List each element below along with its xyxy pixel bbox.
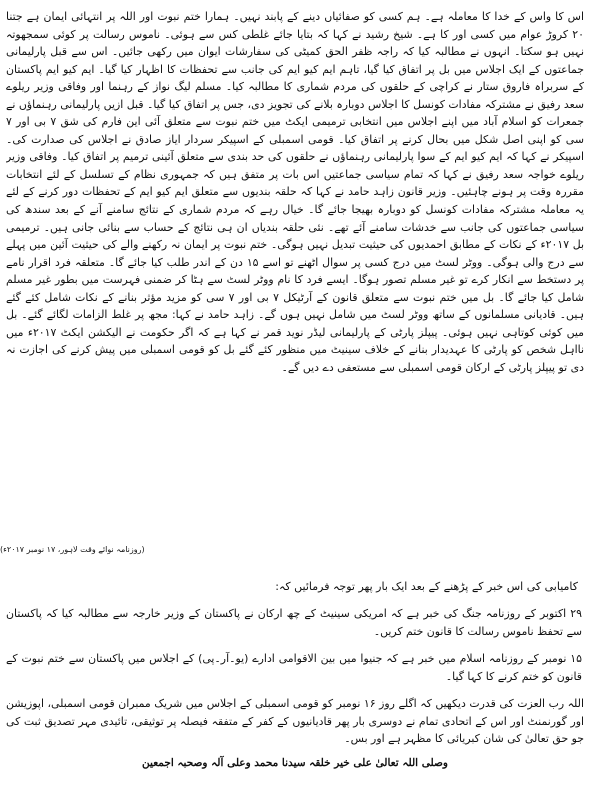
source-citation: (روزنامہ نوائے وقت لاہور، ۱۷ نومبر ۲۰۱۷ء) bbox=[0, 545, 145, 554]
closing-salutation: وصلی اللہ تعالیٰ علی خیر خلقہ سیدنا محمد وعلی آلہ وصحبہ اجمعین bbox=[142, 756, 448, 769]
section-gap bbox=[6, 556, 584, 578]
article-body: اس کا واس کے خدا کا معاملہ ہے۔ ہم کسی کو صفائیاں دینے کے پابند نہیں۔ ہمارا ختم نبوت اور اللہ پر انتہائی ایمان ہے جتنا ۲۰ کروڑ عوام میں کسی اور کا ہے۔ شیخ رشید نے کہا کہ بتایا جائے غلطی کس سے ہوئی۔ ناموس رسالت پر کوئی سمجھوتہ نہیں ہو سکتا۔ انہوں نے مطالبہ کیا کہ راجہ ظفر الحق کمیٹی کی سفارشات ایوان میں رکھی جائیں۔ اس سے قبل پارلیمانی جماعتوں کے ایک اجلاس میں بل پر اتفاق کیا گیا، تاہم ایم کیو ایم کی جانب سے تحفظات کا اظہار کیا گیا۔ ایم کیو ایم پاکستان کے سربراہ فاروق ستار نے کراچی کے حلقوں کی مردم شماری کا مطالبہ کیا۔ مسلم لیگ نواز کے رہنما اور وفاقی وزیر ریلوے سعد رفیق نے مشترکہ مفادات کونسل کا اجلاس دوبارہ بلانے کی تجویز دی، جس پر اتفاق کیا گیا۔ قبل ازیں پارلیمانی رہنماؤں نے جمعرات کو اسلام آباد میں اپنے اجلاس میں انتخابی ترمیمی ایکٹ میں ختم نبوت سے متعلق آئی این فارم کی شق ۷ بی اور ۷ سی کو اپنی اصل شکل میں بحال کرنے پر اتفاق کیا۔ قومی اسمبلی کے اسپیکر سردار ایاز صادق نے اجلاس کی صدارت کی۔ اسپیکر نے کہا کہ ایم کیو ایم کے سوا پارلیمانی رہنماؤں نے حلقوں کی حد بندی سے متعلق آئینی ترمیم پر اتفاق کیا۔ وفاقی وزیر ریلوے خواجہ سعد رفیق نے کہا کہ تمام سیاسی جماعتیں اس بات پر متفق ہیں کہ جمہوری نظام کے تسلسل کے لئے انتخابات مقررہ وقت پر ہونے چاہئیں۔ وزیر قانون زاہد حامد نے کہا کہ حلقہ بندیوں سے متعلق ایم کیو ایم کے تحفظات دور کرنے کے لئے یہ معاملہ مشترکہ مفادات کونسل کو دوبارہ بھیجا جائے گا۔ خیال رہے کہ مردم شماری کے نتائج سامنے آنے کے بعد سندھ کی سیاسی جماعتوں کی جانب سے خدشات سامنے آئے تھے۔ نئی حلقہ بندیاں ان ہی نتائج کے حساب سے بنائی جانی ہیں۔ ترمیمی بل ۲۰۱۷ء کے نکات کے مطابق احمدیوں کی حیثیت تبدیل نہیں ہوگی۔ ختم نبوت پر ایمان نہ رکھنے والے کی حیثیت آئین میں پہلے سے درج والی ہوگی۔ ووٹر لسٹ میں درج کسی پر سوال اٹھنے تو اسے ۱۵ دن کے اندر طلب کیا جائے گا۔ متعلقہ فرد اقرار نامے پر دستخط سے انکار کرے تو غیر مسلم تصور ہوگا۔ ایسے فرد کا نام ووٹر لسٹ سے ہٹا کر ضمنی فہرست میں بطور غیر مسلم شامل کیا جائے گا۔ بل میں ختم نبوت سے متعلق قانون کے آرٹیکل ۷ بی اور ۷ سی کو مزید مؤثر بنانے کے نکات شامل کئے گئے ہیں۔ قادیانی مسلمانوں کے ساتھ ووٹر لسٹ میں شامل نہیں ہوں گے۔ زاہد حامد نے کہا: مجھ پر غلط الزامات لگائے گئے۔ بل میں کوئی کوتاہی نہیں ہوئی۔ پیپلز پارٹی کے پارلیمانی لیڈر نوید قمر نے کہا ہے کہ اگر حکومت نے الیکشن ایکٹ ۲۰۱۷ء میں نااہل شخص کو پارٹی کا عہدیدار بنانے کے خلاف سینیٹ میں منظور کئے گئے بل کو قومی اسمبلی میں پیش کرنے کی اجازت نہ دی تو پیپلز پارٹی کے ارکان قومی اسمبلی سے مستعفی دے دیں گے۔ bbox=[6, 10, 584, 374]
news-item-2: ۱۵ نومبر کے روزنامہ اسلام میں خبر ہے کہ جنیوا میں بین الاقوامی ادارے (یو۔آر۔پی) کے اجلاس میں پاکستان سے ختم نبوت کے قانون کو ختم کرنے کا کہا گیا۔ bbox=[6, 652, 582, 683]
closing-paragraph: اللہ رب العزت کی قدرت دیکھیں کہ اگلے روز ۱۶ نومبر کو قومی اسمبلی کے اجلاس میں شریک ممبران قومی اسمبلی، اپوزیشن اور گورنمنٹ اور اس کے اتحادی تمام نے دوسری بار پھر قادیانیوں کے کفر کے متفقہ فیصلہ پر توثیقی، تائیدی مہر تصدیق ثبت کی جو حق تعالیٰ کی شان کبریائی کا مظہر ہے اور بس۔ bbox=[6, 697, 584, 745]
commentary-intro: کامیابی کی اس خبر کے پڑھنے کے بعد ایک بار پھر توجہ فرمائیں کہ: bbox=[275, 580, 578, 593]
news-item-1: ۲۹ اکتوبر کے روزنامہ جنگ کی خبر ہے کہ امریکی سینیٹ کے چھ ارکان نے پاکستان کے وزیر خارجہ سے مطالبہ کیا کہ پاکستان سے تحفظ ناموس رسالت کا قانون ختم کریں۔ bbox=[6, 607, 582, 638]
document-page bbox=[0, 8, 584, 792]
